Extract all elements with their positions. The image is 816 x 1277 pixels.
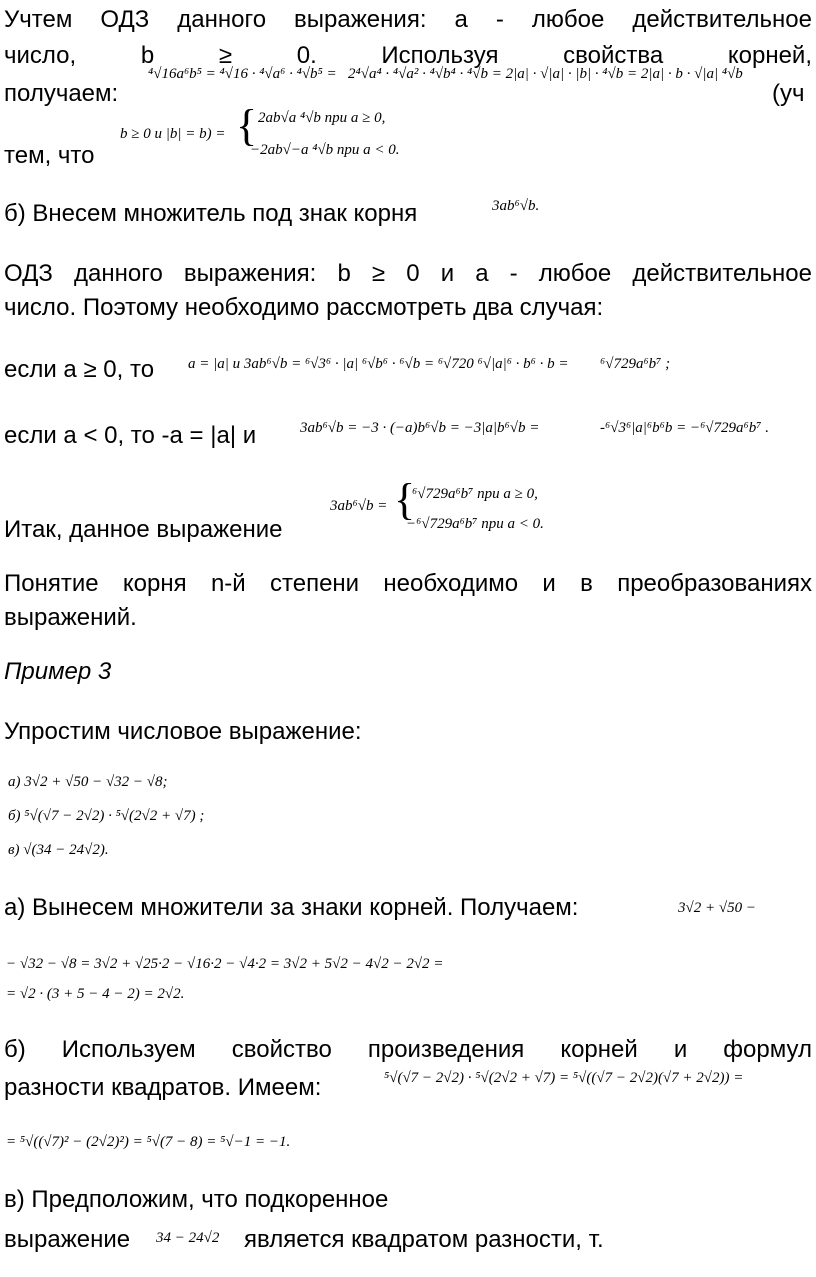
paragraph-line: выражений. bbox=[4, 604, 137, 631]
paragraph-line: разности квадратов. Имеем: bbox=[4, 1074, 322, 1101]
formula-inline: 3ab⁶√b. bbox=[492, 198, 540, 214]
paragraph-line: Понятие корня n-й степени необходимо и в преобразованиях bbox=[4, 570, 812, 597]
paragraph-line: если a < 0, то -a = |a| и bbox=[4, 422, 257, 449]
example-title: Пример 3 bbox=[4, 658, 112, 685]
solution-b-formula: ⁵√(√7 − 2√2) · ⁵√(2√2 + √7) = ⁵√((√7 − 2√2)(√7 + 2√2)) = bbox=[384, 1070, 744, 1086]
formula-case2: 3ab⁶√b = −3 · (−a)b⁶√b = −3|a|b⁶√b = bbox=[300, 420, 540, 436]
solution-b-formula: = ⁵√((√7)² − (2√2)²) = ⁵√(7 − 8) = ⁵√−1 = −1. bbox=[6, 1134, 291, 1150]
paragraph-line: б) Используем свойство произведения корней и формул bbox=[4, 1036, 812, 1063]
solution-a-formula: = √2 · (3 + 5 − 4 − 2) = 2√2. bbox=[6, 986, 185, 1002]
paragraph-line: б) Внесем множитель под знак корня bbox=[4, 200, 418, 227]
formula-root-expansion: ⁴√16a⁶b⁵ = ⁴√16 · ⁴√a⁶ · ⁴√b⁵ = bbox=[148, 66, 337, 82]
formula-root-expansion-continued: 2⁴√a⁴ · ⁴√a² · ⁴√b⁴ · ⁴√b = 2|a| · √|a| · |b| · ⁴√b = 2|a| · b · √|a| ⁴√b bbox=[348, 66, 743, 82]
formula-condition: b ≥ 0 и |b| = b) = bbox=[120, 126, 226, 142]
paragraph-line: в) Предположим, что подкоренное bbox=[4, 1186, 389, 1213]
paragraph-line: Упростим числовое выражение: bbox=[4, 718, 362, 745]
paragraph-line: Итак, данное выражение bbox=[4, 516, 283, 543]
formula-case2-result: -⁶√3⁶|a|⁶b⁶b = −⁶√729a⁶b⁷ . bbox=[600, 420, 769, 436]
formula-case: −⁶√729a⁶b⁷ при a < 0. bbox=[406, 516, 544, 532]
paragraph-line: Учтем ОДЗ данного выражения: a - любое действительное bbox=[4, 6, 812, 33]
paragraph-line: число. Поэтому необходимо рассмотреть два случая: bbox=[4, 294, 604, 321]
solution-a-formula: − √32 − √8 = 3√2 + √25·2 − √16·2 − √4·2 = 3√2 + 5√2 − 4√2 − 2√2 = bbox=[6, 956, 444, 972]
formula-case: 2ab√a ⁴√b при a ≥ 0, bbox=[258, 110, 386, 126]
paragraph-line: если a ≥ 0, то bbox=[4, 356, 155, 383]
task-item-c: в) √(34 − 24√2). bbox=[8, 842, 109, 858]
formula-case: −2ab√−a ⁴√b при a < 0. bbox=[250, 142, 400, 158]
paragraph-line: ОДЗ данного выражения: b ≥ 0 и a - любое действительное bbox=[4, 260, 812, 287]
paragraph-line: (уч bbox=[772, 80, 805, 107]
paragraph-line: а) Вынесем множители за знаки корней. Получаем: bbox=[4, 894, 579, 921]
formula-case1-result: ⁶√729a⁶b⁷ ; bbox=[600, 356, 671, 372]
formula-lhs: 3ab⁶√b = bbox=[330, 498, 388, 514]
task-item-b: б) ⁵√(√7 − 2√2) · ⁵√(2√2 + √7) ; bbox=[8, 808, 205, 824]
paragraph-line: получаем: bbox=[4, 80, 119, 107]
paragraph-line: является квадратом разности, т. bbox=[244, 1226, 604, 1253]
formula-case1: a = |a| и 3ab⁶√b = ⁶√3⁶ · |a| ⁶√b⁶ · ⁶√b = ⁶√720 ⁶√|a|⁶ · b⁶ · b = bbox=[188, 356, 569, 372]
task-item-a: а) 3√2 + √50 − √32 − √8; bbox=[8, 774, 168, 790]
formula-case: ⁶√729a⁶b⁷ при a ≥ 0, bbox=[412, 486, 538, 502]
solution-a-formula: 3√2 + √50 − bbox=[678, 900, 756, 916]
paragraph-line: тем, что bbox=[4, 142, 95, 169]
system-brace: { bbox=[236, 101, 258, 150]
paragraph-line: число, b ≥ 0. Используя свойства корней, bbox=[4, 42, 812, 69]
system-brace: { bbox=[394, 475, 416, 524]
paragraph-line: выражение bbox=[4, 1226, 131, 1253]
solution-c-formula: 34 − 24√2 bbox=[156, 1230, 220, 1246]
